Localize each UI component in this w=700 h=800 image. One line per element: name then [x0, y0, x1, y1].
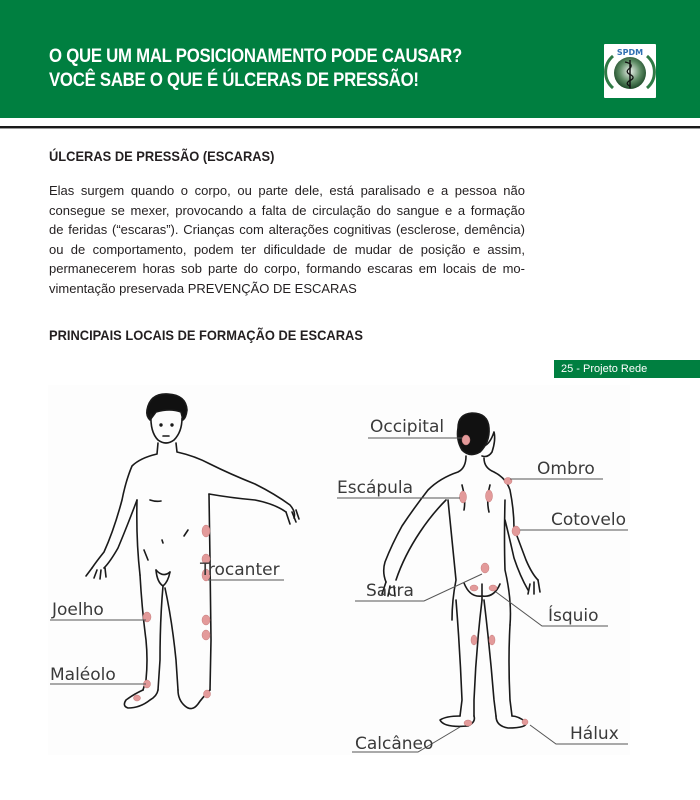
- paragraph-line: consegue se mexer, provocando a falta de circulação do sangue e a formação: [49, 202, 525, 218]
- paragraph-line: permanecerem horas sob parte do corpo, formando escaras em locais de mo-: [49, 261, 525, 277]
- label-calcaneo: Calcâneo: [355, 734, 434, 754]
- header-banner: [0, 0, 700, 118]
- paragraph-line: Elas surgem quando o corpo, ou parte dele, está paralisado e a pessoa não: [49, 183, 525, 198]
- label-occipital: Occipital: [370, 417, 445, 437]
- paragraph-line: ou de comportamento, podem ter dificuldade de mudar de posição e assim,: [49, 241, 525, 257]
- label-escapula: Escápula: [337, 478, 414, 498]
- page-number-tag: 25 - Projeto Rede: [554, 360, 700, 378]
- page-title-line-1: O QUE UM MAL POSICIONAMENTO PODE CAUSAR?: [49, 45, 463, 67]
- header-divider-shadow: [0, 128, 700, 129]
- body-paragraph: [49, 181, 525, 299]
- pressure-ulcer-diagram: [48, 385, 630, 755]
- label-cotovelo: Cotovelo: [551, 510, 626, 530]
- label-trocanter: Trocanter: [200, 560, 280, 580]
- section-heading-locais: PRINCIPAIS LOCAIS DE FORMAÇÃO DE ESCARAS: [49, 327, 363, 343]
- section-heading-ulceras: ÚLCERAS DE PRESSÃO (ESCARAS): [49, 148, 275, 164]
- svg-text:SPDM: SPDM: [616, 48, 644, 57]
- paragraph-line: vimentação preservada PREVENÇÃO DE ESCARAS: [49, 280, 357, 296]
- paragraph-line: de feridas (“escaras”). Crianças com alterações cognitivas (esclerose, demência): [49, 222, 525, 238]
- label-ombro: Ombro: [537, 459, 595, 479]
- spdm-logo: [604, 44, 656, 98]
- front-body-figure: [86, 394, 299, 709]
- label-isquio: Ísquio: [548, 606, 599, 626]
- label-maleolo: Maléolo: [50, 665, 116, 685]
- label-halux: Hálux: [570, 724, 619, 744]
- page-title: [49, 44, 462, 92]
- caduceus-logo-icon: [604, 44, 656, 98]
- label-sacra: Sacra: [366, 581, 414, 601]
- back-body-figure: [382, 413, 540, 728]
- label-joelho: Joelho: [52, 600, 104, 620]
- page-title-line-2: VOCÊ SABE O QUE É ÚLCERAS DE PRESSÃO!: [49, 69, 419, 91]
